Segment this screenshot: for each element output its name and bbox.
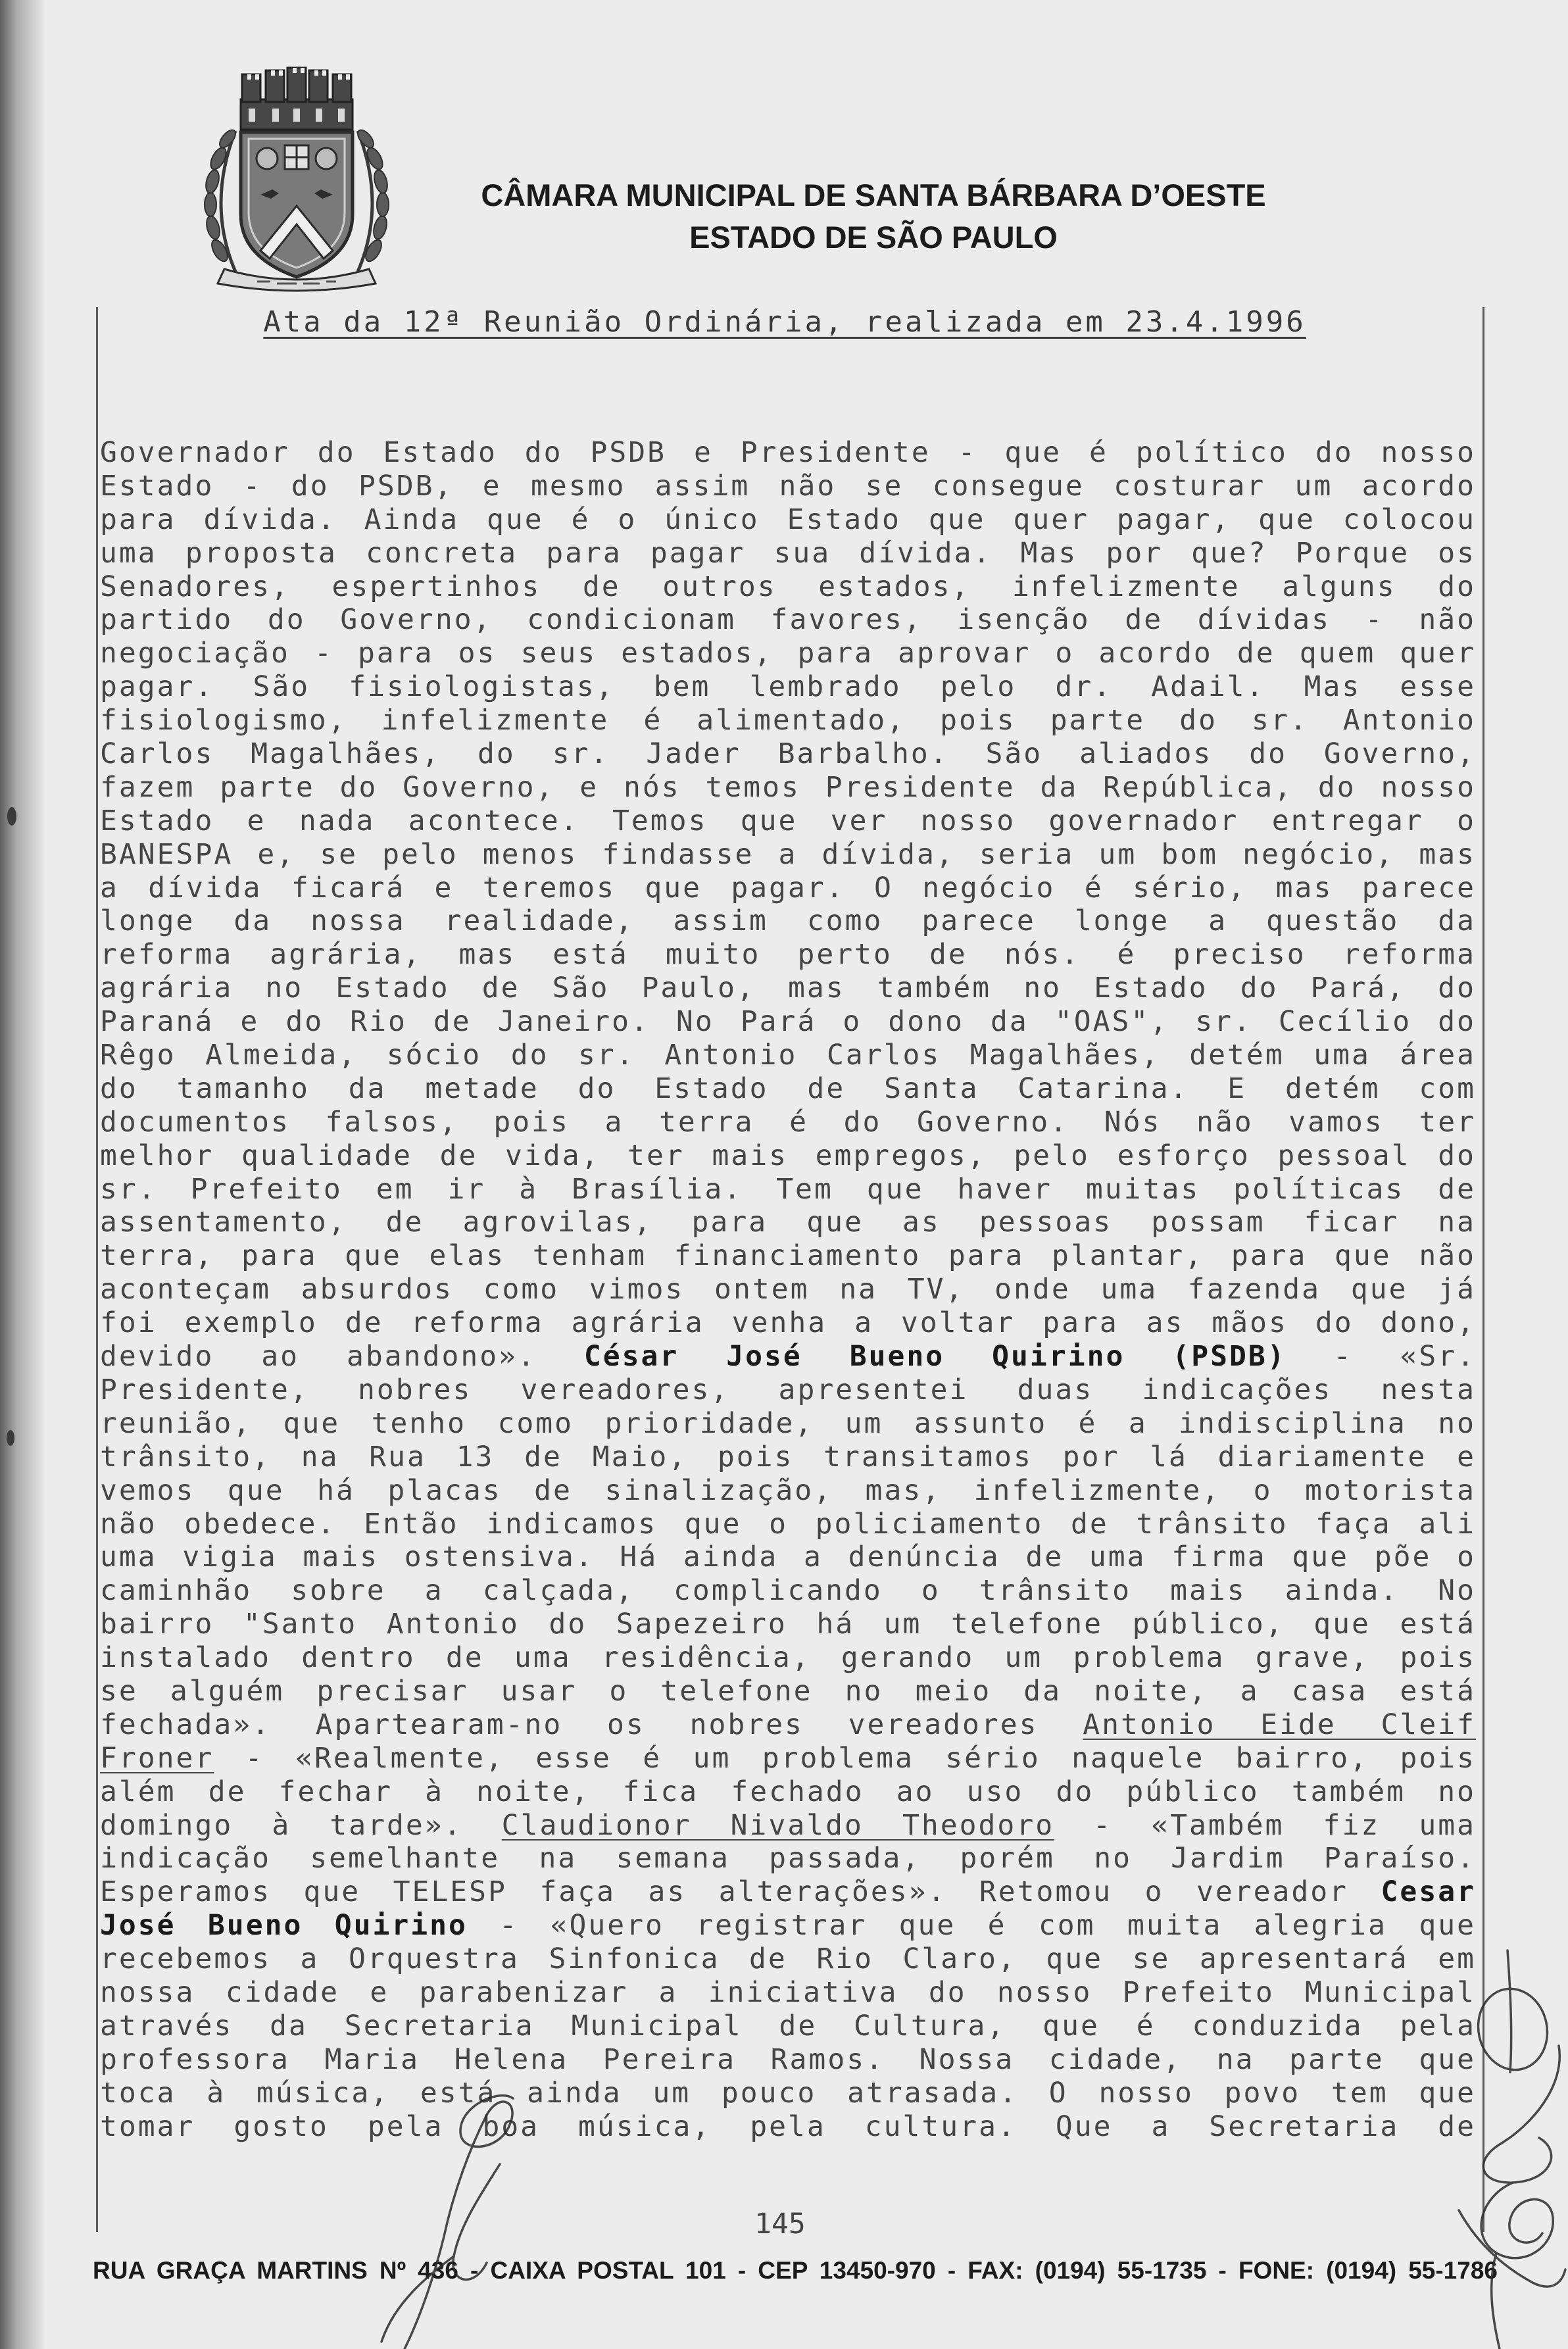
minutes-line: nossa cidade e parabenizar a iniciativa do nosso Prefeito Municipal [100,1975,1476,2009]
footer-address: RUA GRAÇA MARTINS Nº 436 - CAIXA POSTAL 101 - CEP 13450-970 - FAX: (0194) 55-1735 - FONE: (0194) 55-1786 [93,2257,1498,2284]
minutes-line: sr. Prefeito em ir à Brasília. Tem que haver muitas políticas de [100,1172,1476,1206]
minutes-line: através da Secretaria Municipal de Cultura, que é conduzida pela [100,2009,1476,2042]
minutes-line: Senadores, espertinhos de outros estados, infelizmente alguns do [100,570,1476,603]
minutes-line: Rêgo Almeida, sócio do sr. Antonio Carlos Magalhães, detém uma área [100,1039,1476,1072]
mural-crown [241,68,353,130]
institution-name: CÂMARA MUNICIPAL DE SANTA BÁRBARA D’OESTE [481,178,1266,212]
minutes-line: para dívida. Ainda que é o único Estado que quer pagar, que colocou [100,503,1476,536]
minutes-line: tomar gosto pela boa música, pela cultura. Que a Secretaria de [100,2110,1476,2143]
line-text: - «Também fiz uma [1054,1808,1476,1842]
state-name: ESTADO DE SÃO PAULO [689,220,1058,255]
line-text: fechada». Apartearam-no os nobres vereadores [100,1708,1083,1741]
minutes-line [100,1708,1476,1742]
minutes-line: bairro "Santo Antonio do Sapezeiro há um telefone público, que está [100,1608,1476,1641]
minutes-line [100,1340,1476,1373]
minutes-line: professora Maria Helena Pereira Ramos. Nossa cidade, na parte que [100,2042,1476,2076]
right-margin-rule [1482,307,1484,2232]
minutes-line: não obedece. Então indicamos que o policiamento de trânsito faça ali [100,1507,1476,1541]
minutes-line: uma proposta concreta para pagar sua dívida. Mas por que? Porque os [100,536,1476,570]
minutes-line: se alguém precisar usar o telefone no meio da noite, a casa está [100,1674,1476,1708]
page-number: 145 [754,2208,806,2240]
councilor-name: Froner [100,1741,214,1775]
minutes-line: trânsito, na Rua 13 de Maio, pois transitamos por lá diariamente e [100,1440,1476,1473]
minutes-line: BANESPA e, se pelo menos findasse a dívida, seria um bom negócio, mas [100,837,1476,871]
speaker-name: José Bueno Quirino [100,1909,468,1942]
councilor-name: Claudionor Nivaldo Theodoro [501,1808,1055,1842]
minutes-line: vemos que há placas de sinalização, mas, infelizmente, o motorista [100,1473,1476,1507]
minutes-line: Estado - do PSDB, e mesmo assim não se consegue costurar um acordo [100,469,1476,503]
minutes-line: terra, para que elas tenham financiamento para plantar, para que não [100,1239,1476,1273]
speaker-name: César José Bueno Quirino (PSDB) [583,1340,1286,1373]
minutes-line: toca à música, está ainda um pouco atrasada. O nosso povo tem que [100,2076,1476,2110]
minutes-line: assentamento, de agrovilas, para que as pessoas possam ficar na [100,1206,1476,1239]
speaker-name: Cesar [1381,1875,1476,1909]
minutes-line: Paraná e do Rio de Janeiro. No Pará o dono da "OAS", sr. Cecílio do [100,1005,1476,1039]
minutes-line: foi exemplo de reforma agrária venha a voltar para as mãos do dono, [100,1306,1476,1340]
left-margin-rule [96,307,98,2232]
minutes-line: uma vigia mais ostensiva. Há ainda a denúncia de uma firma que põe o [100,1541,1476,1574]
line-text: devido ao abandono». [100,1340,584,1373]
minutes-line: indicação semelhante na semana passada, porém no Jardim Paraíso. [100,1842,1476,1875]
minutes-line: documentos falsos, pois a terra é do Governo. Nós não vamos ter [100,1105,1476,1139]
minutes-line: recebemos a Orquestra Sinfonica de Rio Claro, que se apresentará em [100,1942,1476,1976]
councilor-name: Antonio Eide Cleif [1083,1708,1476,1741]
line-text: - «Quero registrar que é com muita alegria que [467,1909,1476,1942]
binding-shadow [0,0,46,2349]
minutes-line [100,1909,1476,1942]
minutes-line: pagar. São fisiologistas, bem lembrado pelo dr. Adail. Mas esse [100,670,1476,704]
minutes-line [100,1809,1476,1842]
line-text: - «Sr. [1286,1340,1477,1373]
minutes-line: caminhão sobre a calçada, complicando o trânsito mais ainda. No [100,1574,1476,1608]
minutes-line: reforma agrária, mas está muito perto de nós. é preciso reforma [100,938,1476,972]
minutes-line: do tamanho da metade do Estado de Santa Catarina. E detém com [100,1072,1476,1105]
minutes-line: partido do Governo, condicionam favores, isenção de dívidas - não [100,603,1476,637]
minutes-line: negociação - para os seus estados, para aprovar o acordo de quem quer [100,637,1476,670]
minutes-line: agrária no Estado de São Paulo, mas também no Estado do Pará, do [100,972,1476,1005]
minutes-line: instalado dentro de uma residência, gerando um problema grave, pois [100,1641,1476,1675]
minutes-line: além de fechar à noite, fica fechado ao uso do público também no [100,1775,1476,1808]
minutes-line [100,1875,1476,1909]
minutes-line: longe da nossa realidade, assim como parece longe a questão da [100,904,1476,938]
minutes-line: Governador do Estado do PSDB e Presidente - que é político do nosso [100,436,1476,469]
minutes-body [100,436,1476,2143]
minutes-line: fisiologismo, infelizmente é alimentado, pois parte do sr. Antonio [100,704,1476,737]
line-text: domingo à tarde». [100,1808,502,1842]
coat-of-arms [195,60,399,298]
minutes-line: fazem parte do Governo, e nós temos Presidente da República, do nosso [100,770,1476,804]
minutes-line: Estado e nada acontece. Temos que ver nosso governador entregar o [100,804,1476,837]
minutes-line [100,1742,1476,1775]
minutes-line: reunião, que tenho como prioridade, um assunto é a indisciplina no [100,1406,1476,1440]
minutes-line: a dívida ficará e teremos que pagar. O negócio é sério, mas parece [100,871,1476,904]
laurel-left [204,128,239,272]
line-text: - «Realmente, esse é um problema sério naquele bairro, pois [214,1741,1476,1775]
laurel-right [355,128,390,272]
minutes-line: Carlos Magalhães, do sr. Jader Barbalho. São aliados do Governo, [100,737,1476,771]
minutes-line: aconteçam absurdos como vimos ontem na TV, onde uma fazenda que já [100,1273,1476,1306]
minutes-line: Presidente, nobres vereadores, apresentei duas indicações nesta [100,1373,1476,1406]
shield [241,132,353,277]
minutes-line: melhor qualidade de vida, ter mais empregos, pelo esforço pessoal do [100,1139,1476,1172]
minutes-title: Ata da 12ª Reunião Ordinária, realizada em 23.4.1996 [263,305,1306,339]
line-text: Esperamos que TELESP faça as alterações». Retomou o vereador [100,1875,1381,1909]
